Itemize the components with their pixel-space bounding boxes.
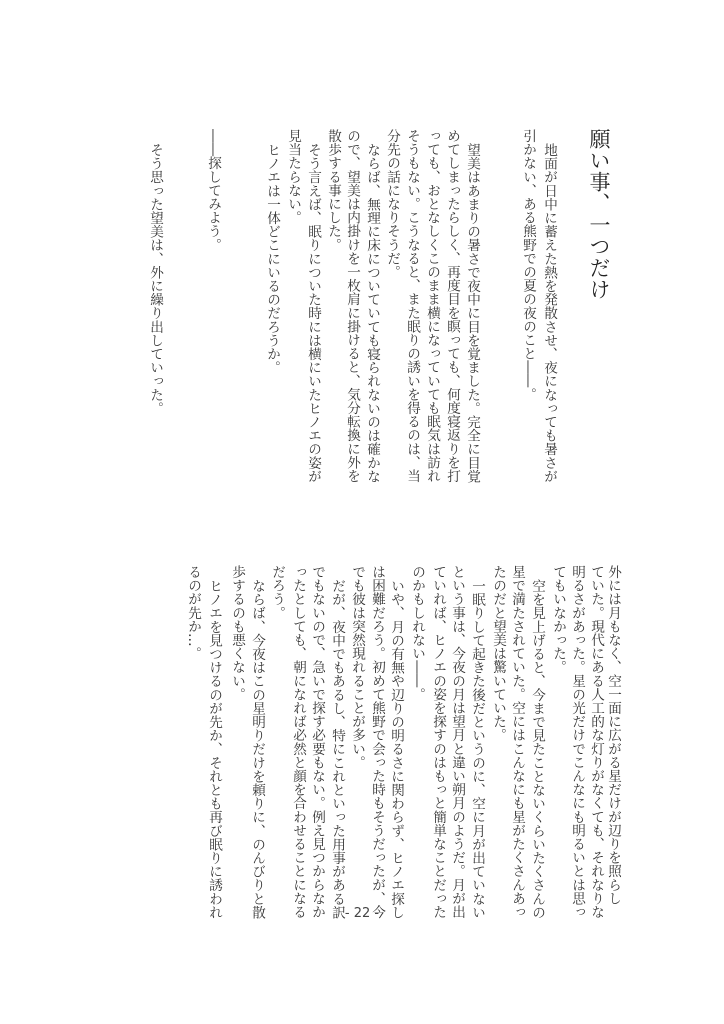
- text-column: でも彼は突然現れることが多い。: [349, 565, 365, 769]
- text-column: でもないので、急いで探す必要もない。例え見つからなか: [309, 565, 325, 919]
- text-column: めてしまったらしく、再度目を瞑っても、何度寝返りを打: [444, 129, 460, 483]
- text-column: 外には月もなく、空一面に広がる星だけが辺りを照らし: [605, 565, 621, 905]
- text-column: ので、望美は内掛けを一枚肩に掛けると、気分転換に外を: [344, 129, 360, 483]
- text-column: 空を見上げると、今まで見たことないくらいたくさんの: [529, 578, 545, 919]
- text-column: のかもしれない――。: [409, 565, 425, 701]
- text-column: たのだと望美は驚いていた。: [490, 565, 506, 742]
- text-column: ヒノエを見つけるのが先か、それとも再び眠りに誘われ: [206, 578, 222, 919]
- text-column: だろう。: [269, 565, 285, 620]
- text-column: ていれば、ヒノエの姿を探すのはもっと簡単なことだった: [430, 565, 446, 919]
- page-number: - 22 -: [344, 906, 380, 921]
- text-column: 明るさがあった。星の光だけでこんなにも明るいとは思っ: [569, 565, 585, 919]
- text-column: そう言えば、眠りについた時には横にいたヒノエの姿が: [305, 142, 321, 483]
- text-column: 引かない、ある熊野での夏の夜のこと――。: [520, 129, 536, 401]
- text-column: そうもない。こうなると、また眠りの誘いを得るのは、当: [404, 129, 420, 483]
- text-column: 望美はあまりの暑さで夜中に目を覚ました。完全に目覚: [464, 142, 480, 483]
- text-column: ていた。現代にある人工的な灯りがなくても、それなりな: [588, 565, 604, 919]
- text-column: 分先の話になりそうだ。: [384, 129, 400, 279]
- text-column: ったとしても、朝になれば必然と顔を合わせることになる: [290, 565, 306, 919]
- text-column: ――探してみよう。: [205, 129, 221, 252]
- text-column: 散歩する事にした。: [325, 129, 341, 252]
- text-column: そう思った望美は、外に繰り出していった。: [147, 142, 163, 415]
- text-column: ならば、今夜はこの星明りだけを頼りに、のんびりと散: [249, 578, 265, 919]
- text-column: 星で満たされていた。空にはこんなにも星がたくさんあっ: [509, 565, 525, 919]
- text-column: 見当たらない。: [285, 129, 301, 225]
- text-column: という事は、今夜の月は望月と違い朔月のようだ。月が出: [449, 565, 465, 919]
- text-column: いや、月の有無や辺りの明るさに関わらず、ヒノエ探し: [388, 578, 404, 919]
- text-column: 歩するのも悪くない。: [229, 565, 245, 701]
- text-column: だが、夜中でもあるし、特にこれといった用事がある訳: [329, 578, 345, 919]
- text-column: っても、おとなしくこのまま横になっていても眠気は訪れ: [424, 129, 440, 483]
- text-column: 地面が日中に蓄えた熱を発散させ、夜になっても暑さが: [541, 142, 557, 483]
- text-column: るのが先か…。: [185, 565, 201, 661]
- chapter-title: 願い事、一つだけ: [587, 128, 611, 300]
- text-column: は困難だろう。初めて熊野で会った時もそうだったが、今: [369, 565, 385, 919]
- text-column: ならば、無理に床についていても寝られないのは確かな: [364, 142, 380, 483]
- text-column: てもいなかった。: [550, 565, 566, 674]
- text-column: 一眠りして起きた後だというのに、空に月が出ていない: [469, 578, 485, 919]
- text-column: ヒノエは一体どこにいるのだろうか。: [264, 142, 280, 374]
